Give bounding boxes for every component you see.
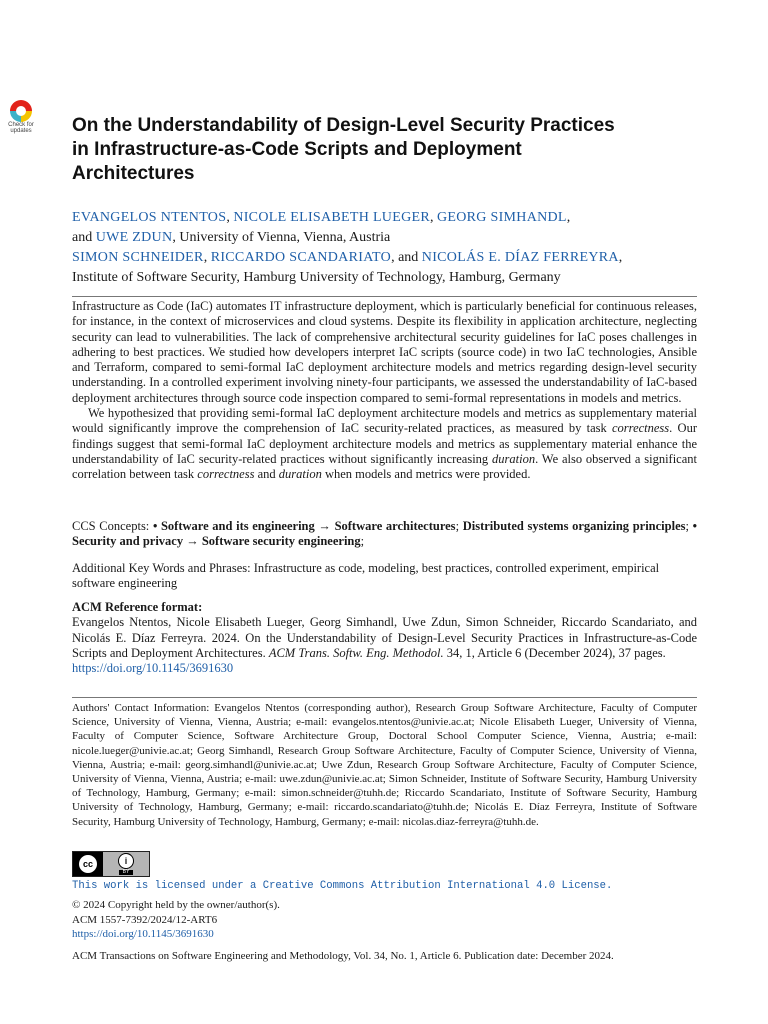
abstract <box>72 296 697 483</box>
author-line-2 <box>72 228 702 248</box>
abstract-paragraph-2 <box>72 406 697 482</box>
abstract-emphasis: duration <box>278 467 322 482</box>
abstract-text: when models and metrics were provided. <box>321 467 531 482</box>
author-block <box>72 208 702 288</box>
abstract-text: . Our findings suggest that semi-formal IaC deployment architecture models and metrics as supplementary material enhance the understandability of IaC security-related practices without significantly increasing <box>72 421 697 466</box>
license-link[interactable]: This work is licensed under a Creative Commons Attribution International 4.0 License. <box>72 880 613 892</box>
author-name[interactable]: NICOLE ELISABETH LUEGER <box>233 210 430 225</box>
author-line-3 <box>72 248 702 268</box>
doi-link[interactable]: https://doi.org/10.1145/3691630 <box>72 928 214 940</box>
ccs-concept: Distributed systems organizing principles <box>462 519 686 533</box>
check-for-updates-badge[interactable] <box>0 100 42 138</box>
doi-link[interactable]: https://doi.org/10.1145/3691630 <box>72 661 234 676</box>
abstract-emphasis: duration <box>492 451 536 466</box>
cc-logo <box>73 852 103 876</box>
ccs-concepts <box>72 519 697 550</box>
by-label: BY <box>119 870 134 875</box>
reference-text: 34, 1, Article 6 (December 2024), 37 pages. <box>443 645 666 660</box>
author-line-1 <box>72 208 702 228</box>
attribution-icon: i <box>118 853 134 869</box>
crossmark-label-2: updates <box>10 128 32 134</box>
affiliation: Institute of Software Security, Hamburg University of Technology, Hamburg, Germany <box>72 270 561 285</box>
author-name[interactable]: UWE ZDUN <box>95 230 173 245</box>
author-separator: and <box>72 230 96 245</box>
acm-reference-heading: ACM Reference format: <box>72 600 203 614</box>
abstract-emphasis: correctness <box>612 421 670 436</box>
ccs-concept: • Security and privacy → Software security engineering <box>72 519 698 549</box>
author-contact-info: Authors' Contact Information: Evangelos Ntentos (corresponding author), Research Group Software Architecture, Faculty of Computer Science, University of Vienna, Vienna, Austria; e-mail: evangelos.ntentos@univie.ac.at; Nicole Elisabeth Lueger, University of Vienna, Faculty of Computer Science, Software Architecture Group, Doctoral School Computer Science, Vienna, Austria; e-mail: nicole.lueger@univie.ac.at; Georg Simhandl, Research Group Software Architecture, Faculty of Computer Science, University of Vienna, Vienna, Austria; e-mail: georg.simhandl@univie.ac.at; Uwe Zdun, Research Group Software Architecture, Faculty of Computer Science, University of Vienna, Vienna, Austria; e-mail: uwe.zdun@univie.ac.at; Simon Schneider, Institute of Software Security, Hamburg University of Technology, Hamburg, Germany; e-mail: simon.schneider@tuhh.de; Riccardo Scandariato, Institute of Software Security, Hamburg University of Technology, Hamburg, Germany; e-mail: riccardo.scandariato@tuhh.de; Nicolás E. Díaz Ferreyra, Institute of Software Security, Hamburg University of Technology, Hamburg, Germany; e-mail: nicolas.diaz-ferreyra@tuhh.de. <box>72 697 697 829</box>
crossmark-label-1: Check for <box>8 122 34 128</box>
abstract-text: We hypothesized that providing semi-formal IaC deployment architecture models and metrics as supplementary material would significantly improve the comprehension of IaC security-related practices, as measured by task <box>72 406 697 436</box>
acm-reference-text <box>72 615 697 661</box>
author-separator: , <box>618 250 623 265</box>
reference-text: Evangelos Ntentos, Nicole Elisabeth Lueger, Georg Simhandl, Uwe Zdun, Simon Schneider, Riccardo Scandariato, and Nicolás E. Díaz Ferreyra. 2024. On the Understandability of Design-Level Security Practices in Infrastructure-as-Code Scripts and Deployment Architectures. <box>72 615 697 660</box>
ccs-separator: ; <box>685 519 693 533</box>
ccs-separator: ; <box>360 534 365 549</box>
author-name[interactable]: NICOLÁS E. DÍAZ FERREYRA <box>421 250 619 265</box>
author-separator: , <box>203 250 211 265</box>
ccs-concept: • Software and its engineering → Software architectures <box>152 519 456 533</box>
author-separator: , <box>566 210 571 225</box>
author-name[interactable]: RICCARDO SCANDARIATO <box>210 250 392 265</box>
issn-line: ACM 1557-7392/2024/12-ART6 <box>72 913 218 926</box>
cc-icon: cc <box>78 854 98 874</box>
ccs-label: CCS Concepts: <box>72 519 153 533</box>
author-name[interactable]: GEORG SIMHANDL <box>436 210 567 225</box>
paper-title: On the Understandability of Design-Level Security Practices in Infrastructure-as-Code Scripts and Deployment Architectures <box>72 115 615 184</box>
copyright-block <box>72 898 280 942</box>
copyright-line: © 2024 Copyright held by the owner/author(s). <box>72 899 280 911</box>
affiliation: , University of Vienna, Vienna, Austria <box>172 230 391 245</box>
abstract-text: and <box>254 467 279 482</box>
cc-by-license-badge[interactable] <box>72 851 150 877</box>
abstract-emphasis: correctness <box>197 467 255 482</box>
author-separator: , <box>226 210 234 225</box>
author-separator: , <box>429 210 437 225</box>
journal-footer: ACM Transactions on Software Engineering and Methodology, Vol. 34, No. 1, Article 6. Publication date: December 2024. <box>72 950 614 962</box>
author-name[interactable]: EVANGELOS NTENTOS <box>72 210 227 225</box>
author-name[interactable]: SIMON SCHNEIDER <box>72 250 204 265</box>
journal-name: ACM Trans. Softw. Eng. Methodol. <box>268 645 444 660</box>
abstract-paragraph-1: Infrastructure as Code (IaC) automates IT infrastructure deployment, which is particularly beneficial for continuous releases, for instance, in the context of microservices and cloud systems. Despite its flexibility in application architecture, neglecting security can lead to vulnerabilities. The lack of comprehensive architectural security guidelines for IaC poses challenges in adhering to best practices. We studied how developers interpret IaC scripts (source code) in two IaC technologies, Ansible and Terraform, compared to semi-formal IaC deployment architecture models and metrics regarding design-level security understanding. In a controlled experiment involving ninety-four participants, we assessed the understandability of IaC-based deployment architectures through source code inspection compared to semi-formal representations in models and metrics. <box>72 299 697 405</box>
author-separator: , and <box>391 250 422 265</box>
abstract-text: . We also observed a significant correlation between task <box>72 451 697 482</box>
ccs-separator: ; <box>455 519 463 533</box>
by-section <box>103 852 149 876</box>
keywords: Additional Key Words and Phrases: Infrastructure as code, modeling, best practices, controlled experiment, empirical software engineering <box>72 561 660 591</box>
acm-reference <box>72 600 697 676</box>
crossmark-icon <box>10 100 32 122</box>
